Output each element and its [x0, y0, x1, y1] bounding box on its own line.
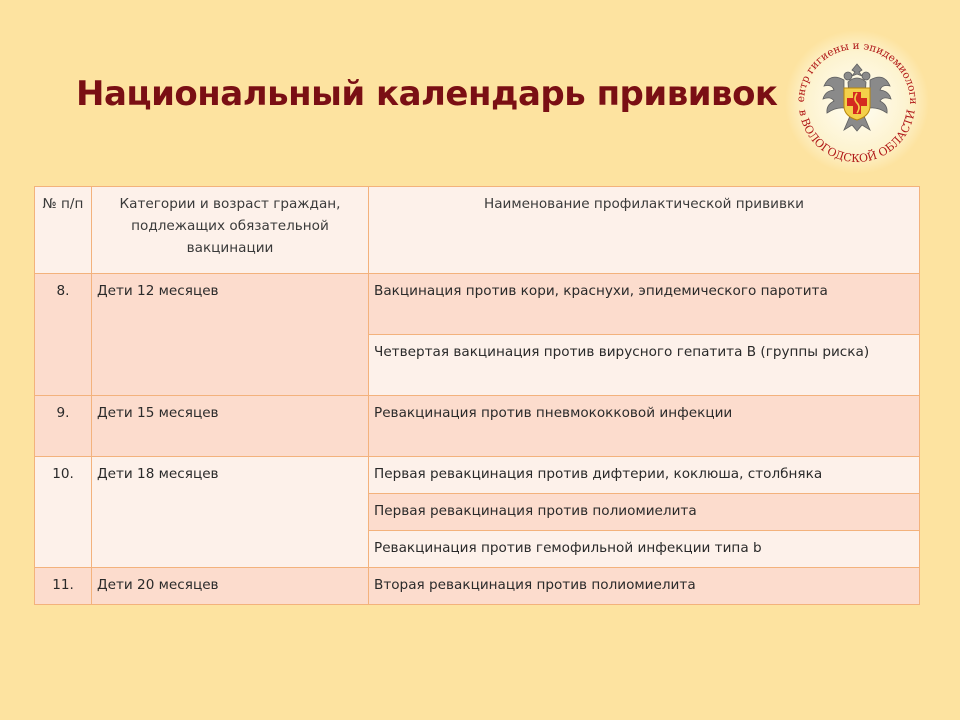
vaccine-cell: Четвертая вакцинация против вирусного гепатита В (группы риска) [369, 335, 920, 396]
vaccine-cell: Ревакцинация против гемофильной инфекции типа b [369, 531, 920, 568]
vaccination-table [34, 186, 920, 605]
vaccine-cell: Вторая ревакцинация против полиомиелита [369, 568, 920, 605]
row-number: 11. [35, 568, 92, 605]
vaccine-cell: Первая ревакцинация против дифтерии, коклюша, столбняка [369, 457, 920, 494]
row-number: 10. [35, 457, 92, 568]
vaccine-cell: Вакцинация против кори, краснухи, эпидемического паротита [369, 274, 920, 335]
table-header-row [35, 187, 920, 274]
center-emblem-logo [782, 24, 932, 174]
table-row [35, 457, 920, 494]
vaccine-cell: Первая ревакцинация против полиомиелита [369, 494, 920, 531]
table-row [35, 274, 920, 335]
vaccine-cell: Ревакцинация против пневмококковой инфекции [369, 396, 920, 457]
row-category: Дети 15 месяцев [92, 396, 369, 457]
row-number: 8. [35, 274, 92, 396]
header-vaccine: Наименование профилактической прививки [369, 187, 920, 274]
row-number: 9. [35, 396, 92, 457]
table-row [35, 396, 920, 457]
row-category: Дети 12 месяцев [92, 274, 369, 396]
table-row [35, 568, 920, 605]
header-number: № п/п [35, 187, 92, 274]
row-category: Дети 18 месяцев [92, 457, 369, 568]
row-category: Дети 20 месяцев [92, 568, 369, 605]
emblem-text-top: ентр гигиены и эпидемиологи [794, 39, 920, 105]
header-category: Категории и возраст граждан, подлежащих обязательной вакцинации [92, 187, 369, 274]
emblem-icon [782, 24, 932, 174]
emblem-text-bottom: в ВОЛОГОДСКОЙ ОБЛАСТИ [796, 108, 918, 166]
page-title: Национальный календарь прививок [76, 74, 778, 114]
